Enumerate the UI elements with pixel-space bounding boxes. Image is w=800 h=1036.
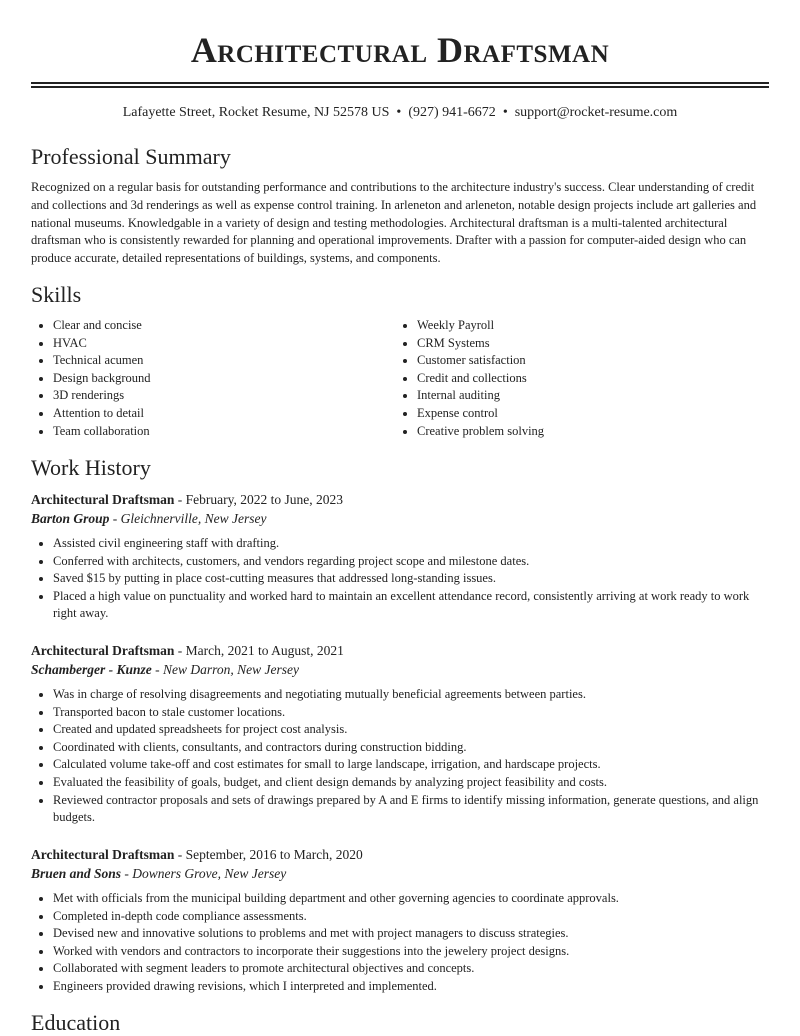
skills-left-column (31, 317, 371, 440)
skill-item: • Technical acumen (53, 352, 371, 370)
contact-address: Lafayette Street, Rocket Resume, NJ 52578 US (122, 105, 390, 120)
job-bullet: • Saved $15 by putting in place cost-cutting measures that addressed long-standing issues. (53, 570, 769, 588)
job-dates: - September, 2016 to March, 2020 (174, 847, 363, 862)
contact-separator: • (502, 105, 508, 120)
skills-right-list (395, 317, 735, 440)
job-bullets (31, 535, 769, 623)
job-bullet: • Worked with vendors and contractors to incorporate their suggestions into the jewelery project designs. (53, 943, 769, 961)
skill-item: • Clear and concise (53, 317, 371, 335)
job-bullet: • Was in charge of resolving disagreements and negotiating mutually beneficial agreements between parties. (53, 686, 769, 704)
job-bullet: • Met with officials from the municipal building department and other governing agencies to coordinate approvals. (53, 890, 769, 908)
skill-item: • Credit and collections (417, 370, 735, 388)
job-title-line (31, 845, 769, 864)
skill-item: • Team collaboration (53, 423, 371, 441)
job-title-line (31, 490, 769, 509)
job-dates: - March, 2021 to August, 2021 (174, 643, 344, 658)
skill-item: • Customer satisfaction (417, 352, 735, 370)
skill-item: • HVAC (53, 335, 371, 353)
header-divider-thick (31, 82, 769, 84)
company-name: Schamberger - Kunze (31, 662, 152, 677)
resume-name: Architectural Draftsman (190, 30, 610, 70)
job-title: Architectural Draftsman (31, 492, 175, 507)
education-heading: Education (31, 1010, 121, 1035)
company-name: Bruen and Sons (31, 866, 122, 881)
job-bullet: • Calculated volume take-off and cost estimates for small to large landscape, irrigation, and hardscape projects. (53, 756, 769, 774)
job-bullet: • Completed in-depth code compliance assessments. (53, 908, 769, 926)
company-line (31, 660, 769, 679)
job-title: Architectural Draftsman (31, 643, 175, 658)
skill-item: • CRM Systems (417, 335, 735, 353)
skills-left-list (31, 317, 371, 440)
job-bullet: • Engineers provided drawing revisions, which I interpreted and implemented. (53, 978, 769, 996)
skill-item: • Internal auditing (417, 387, 735, 405)
skill-item: • Design background (53, 370, 371, 388)
contact-separator: • (396, 105, 402, 120)
contact-line (31, 104, 769, 122)
job-title-line (31, 641, 769, 660)
contact-email: support@rocket-resume.com (514, 105, 678, 120)
job-title: Architectural Draftsman (31, 847, 175, 862)
job-bullet: • Created and updated spreadsheets for project cost analysis. (53, 721, 769, 739)
job-entry (31, 490, 769, 623)
job-entry (31, 641, 769, 827)
job-dates: - February, 2022 to June, 2023 (174, 492, 343, 507)
company-line (31, 509, 769, 528)
skill-item: • Creative problem solving (417, 423, 735, 441)
job-bullet: • Placed a high value on punctuality and worked hard to maintain an excellent attendance record, consistently arriving at work ready to work right away. (53, 588, 769, 623)
company-location: - New Darron, New Jersey (151, 662, 299, 677)
skill-item: • Attention to detail (53, 405, 371, 423)
company-location: - Gleichnerville, New Jersey (109, 511, 267, 526)
job-bullet: • Transported bacon to stale customer locations. (53, 704, 769, 722)
job-bullet: • Devised new and innovative solutions to problems and met with project managers to discuss strategies. (53, 925, 769, 943)
job-bullets (31, 686, 769, 827)
contact-phone: (927) 941-6672 (408, 105, 496, 120)
summary-text: Recognized on a regular basis for outstanding performance and contributions to the architecture industry's success. Clear understanding of credit and collections and 3d renderings as well as expense control training. In arleneton and arleneton, notable design projects include art galleries and national museums. Knowledgable in a variety of design and testing methodologies. Architectural draftsman is a multi-talented architectural draftsman who is consistently rewarded for planning and operational improvements. Drafter with a passion for computer-aided design who can produce accurate, detailed representations of buildings, systems, and components. (31, 180, 757, 266)
company-line (31, 864, 769, 883)
skills-right-column (395, 317, 735, 440)
skill-item: • 3D renderings (53, 387, 371, 405)
job-bullet: • Assisted civil engineering staff with drafting. (53, 535, 769, 553)
job-bullet: • Collaborated with segment leaders to promote architectural objectives and concepts. (53, 960, 769, 978)
job-bullet: • Evaluated the feasibility of goals, budget, and client design demands by analyzing project feasibility and costs. (53, 774, 769, 792)
skill-item: • Weekly Payroll (417, 317, 735, 335)
skills-heading: Skills (31, 282, 82, 307)
header-divider-thin (31, 86, 769, 88)
work-history-heading: Work History (31, 455, 151, 480)
job-bullet: • Conferred with architects, customers, and vendors regarding project scope and milestone dates. (53, 553, 769, 571)
job-bullet: • Coordinated with clients, consultants, and contractors during construction bidding. (53, 739, 769, 757)
job-bullet: • Reviewed contractor proposals and sets of drawings prepared by A and E firms to identify missing information, generate questions, and align budgets. (53, 792, 769, 827)
company-name: Barton Group (31, 511, 110, 526)
summary-heading: Professional Summary (31, 144, 231, 169)
skill-item: • Expense control (417, 405, 735, 423)
company-location: - Downers Grove, New Jersey (121, 866, 287, 881)
job-entry (31, 845, 769, 996)
job-bullets (31, 890, 769, 996)
